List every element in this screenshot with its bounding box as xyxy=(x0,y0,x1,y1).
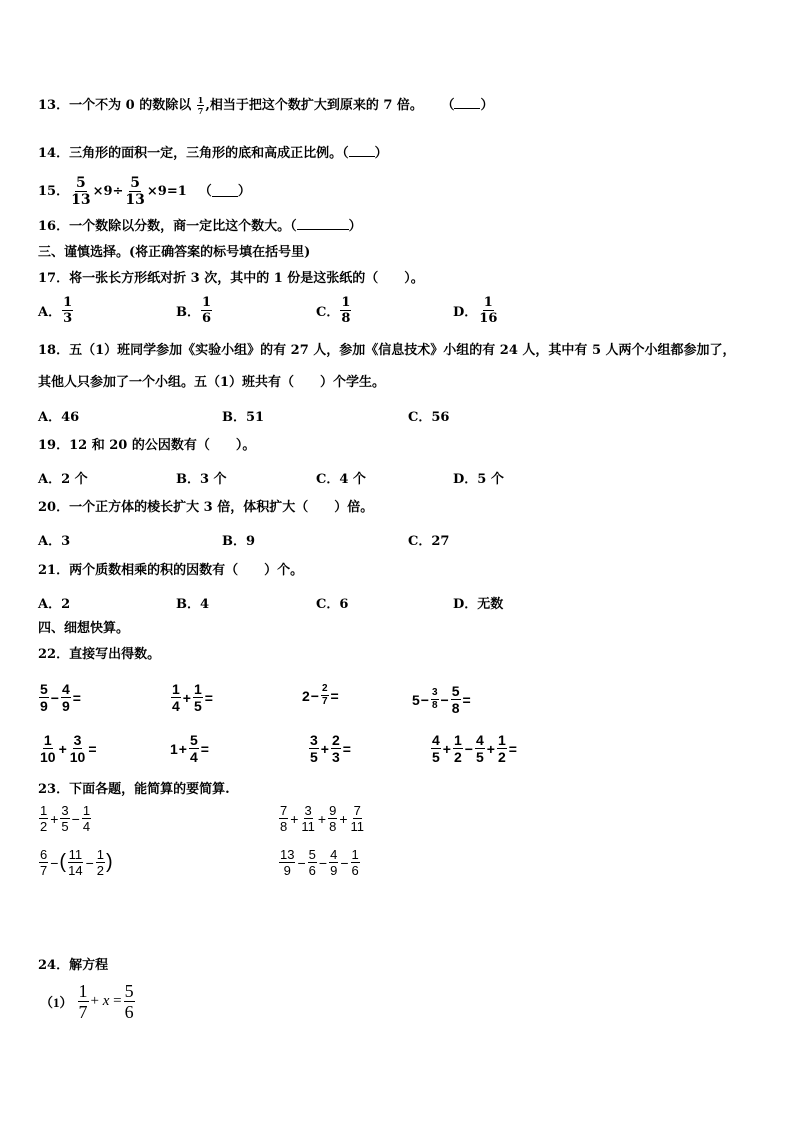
equation-24-1: （1） $\frac{1}{7}$ + x = $\frac{5}{6}$ xyxy=(40,981,134,1022)
calc-22-7: $\frac{3}{5}$ + $\frac{2}{3}$ = xyxy=(310,732,351,765)
answer-blank[interactable] xyxy=(212,186,238,197)
calc-22-2: $\frac{1}{4}$ + $\frac{1}{5}$ = xyxy=(172,681,213,714)
question-21: 21．两个质数相乘的积的因数有（ ）个。 xyxy=(38,563,304,578)
calc-23-4: $\frac{13}{9}$ − $\frac{5}{6}$ − $\frac{4}{9}$ − $\frac{1}{6}$ xyxy=(280,847,359,878)
option-20-a[interactable]: A．3 xyxy=(38,534,71,549)
answer-blank[interactable] xyxy=(349,146,375,157)
calc-23-2: $\frac{7}{8}$ + $\frac{3}{11}$ + $\frac{9}{8}$ + $\frac{7}{11}$ xyxy=(280,803,365,834)
option-20-b[interactable]: B．9 xyxy=(222,534,256,549)
answer-blank[interactable] xyxy=(454,98,480,109)
option-18-c[interactable]: C．56 xyxy=(408,410,450,425)
option-21-a[interactable]: A．2 xyxy=(38,597,71,612)
question-15: 15． $\frac{5}{13}$ ×9÷ $\frac{5}{13}$ ×9=1 （ ） xyxy=(38,175,251,208)
answer-blank[interactable] xyxy=(297,219,349,230)
calc-22-1: $\frac{5}{9}$ − $\frac{4}{9}$ = xyxy=(40,681,81,714)
option-21-b[interactable]: B．4 xyxy=(176,597,210,612)
question-24: 24．解方程 xyxy=(38,958,109,973)
option-19-b[interactable]: B．3 个 xyxy=(176,472,227,487)
fraction: $\frac{1}{7}$ xyxy=(197,95,204,116)
section-3-heading: 三、谨慎选择。(将正确答案的标号填在括号里) xyxy=(38,245,311,260)
option-17-a[interactable]: A． $\frac{1}{3}$ xyxy=(38,295,73,326)
calc-22-6: 1 + $\frac{5}{4}$ = xyxy=(170,732,209,765)
calc-22-4: 5 − $\frac{3}{8}$ − $\frac{5}{8}$ = xyxy=(412,683,471,716)
question-20: 20．一个正方体的棱长扩大 3 倍，体积扩大（ ）倍。 xyxy=(38,500,374,515)
option-17-c[interactable]: C． $\frac{1}{8}$ xyxy=(316,295,351,326)
question-18-line-1: 18．五（1）班同学参加《实验小组》的有 27 人，参加《信息技术》小组的有 24 人，其中有 5 人两个小组都参加了， xyxy=(38,343,736,358)
question-23: 23．下面各题，能简算的要简算. xyxy=(38,782,230,797)
calc-22-5: $\frac{1}{10}$ + $\frac{3}{10}$ = xyxy=(40,732,97,765)
question-19: 19．12 和 20 的公因数有（ ）。 xyxy=(38,438,256,453)
question-13: 13．一个不为 0 的数除以 $\frac{1}{7}$ ,相当于把这个数扩大到原来的 7 倍。 （ ） xyxy=(38,95,494,116)
option-19-d[interactable]: D．5 个 xyxy=(453,472,504,487)
fraction: $\frac{5}{13}$ xyxy=(125,175,145,208)
calc-23-1: $\frac{1}{2}$ + $\frac{3}{5}$ − $\frac{1}{4}$ xyxy=(40,803,91,834)
option-21-c[interactable]: C．6 xyxy=(316,597,349,612)
option-20-c[interactable]: C．27 xyxy=(408,534,450,549)
question-17: 17．将一张长方形纸对折 3 次，其中的 1 份是这张纸的（ ）。 xyxy=(38,271,424,286)
question-22: 22．直接写出得数。 xyxy=(38,647,161,662)
option-17-d[interactable]: D． $\frac{1}{16}$ xyxy=(453,295,498,326)
option-19-a[interactable]: A．2 个 xyxy=(38,472,88,487)
calc-22-8: $\frac{4}{5}$ + $\frac{1}{2}$ − $\frac{4}{5}$ + $\frac{1}{2}$ = xyxy=(432,732,517,765)
option-17-b[interactable]: B． $\frac{1}{6}$ xyxy=(176,295,212,326)
fraction: $\frac{5}{13}$ xyxy=(71,175,91,208)
question-16: 16．一个数除以分数，商一定比这个数大。（ ） xyxy=(38,219,362,234)
option-21-d[interactable]: D．无数 xyxy=(453,597,504,612)
option-19-c[interactable]: C．4 个 xyxy=(316,472,366,487)
option-18-b[interactable]: B．51 xyxy=(222,410,265,425)
question-18-line-2: 其他人只参加了一个小组。五（1）班共有（ ）个学生。 xyxy=(38,375,386,390)
option-18-a[interactable]: A．46 xyxy=(38,410,80,425)
section-4-heading: 四、细想快算。 xyxy=(38,621,130,636)
calc-22-3: 2 − $\frac{2}{7}$ = xyxy=(302,683,339,707)
calc-23-3: $\frac{6}{7}$ − ( $\frac{11}{14}$ − $\frac{1}{2}$ ) xyxy=(40,847,113,878)
question-14: 14．三角形的面积一定，三角形的底和高成正比例。（ ） xyxy=(38,146,388,161)
